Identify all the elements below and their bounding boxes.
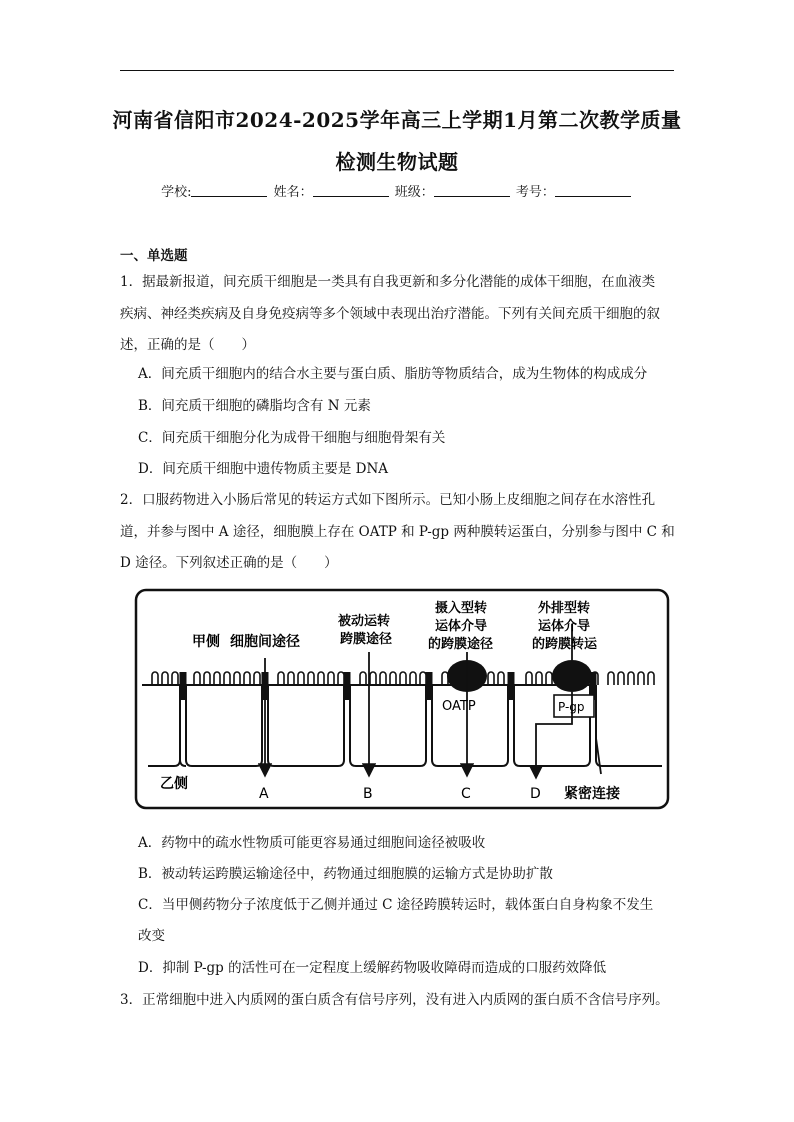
route-c-label-2: 运体介导 <box>435 619 488 634</box>
route-b-label-1: 被动运转 <box>338 614 391 629</box>
q1-stem-line: 述，正确的是（ ） <box>120 337 255 353</box>
route-a-label: 细胞间途径 <box>230 634 300 650</box>
q2-option-c: C．当甲侧药物分子浓度低于乙侧并通过 C 途径跨膜转运时，载体蛋白自身构象不发生 <box>138 897 654 913</box>
section-heading: 一、单选题 <box>120 248 188 264</box>
name-blank[interactable] <box>313 184 389 197</box>
q1-stem-line: 1．据最新报道，间充质干细胞是一类具有自我更新和多分化潜能的成体干细胞，在血液类 <box>120 274 656 290</box>
route-d-label-3: 的跨膜转运 <box>532 637 598 652</box>
route-letter-a: A <box>259 786 269 802</box>
exam-number-label: 考号： <box>515 185 555 200</box>
route-c-label-1: 摄入型转 <box>435 601 488 616</box>
page-title-line2: 检测生物试题 <box>335 150 459 174</box>
q1-option-c: C．间充质干细胞分化为成骨干细胞与细胞骨架有关 <box>138 430 446 446</box>
pgp-transporter <box>552 660 592 692</box>
top-rule <box>120 70 674 71</box>
student-info-row <box>0 181 794 200</box>
route-d-label-1: 外排型转 <box>538 601 591 616</box>
q2-stem-line: D 途径。下列叙述正确的是（ ） <box>120 555 338 571</box>
school-blank[interactable] <box>191 184 267 197</box>
name-label: 姓名： <box>273 185 313 200</box>
route-d-label-2: 运体介导 <box>538 619 591 634</box>
q2-option-c-continued: 改变 <box>138 928 165 944</box>
q1-option-d: D．间充质干细胞中遗传物质主要是 DNA <box>138 461 389 477</box>
route-letter-b: B <box>363 786 373 802</box>
q3-stem-line: 3．正常细胞中进入内质网的蛋白质含有信号序列，没有进入内质网的蛋白质不含信号序列。 <box>120 992 669 1008</box>
tight-junction-label: 紧密连接 <box>564 786 620 802</box>
q2-stem-line: 2．口服药物进入小肠后常见的转运方式如下图所示。已知小肠上皮细胞之间存在水溶性孔 <box>120 492 656 508</box>
exam-number-blank[interactable] <box>555 184 631 197</box>
side-bottom-label: 乙侧 <box>160 776 188 792</box>
pgp-label: P-gp <box>558 700 585 714</box>
class-blank[interactable] <box>434 184 510 197</box>
q2-option-b: B．被动转运跨膜运输途径中，药物通过细胞膜的运输方式是协助扩散 <box>138 866 553 882</box>
side-top-label: 甲侧 <box>192 634 220 650</box>
school-label: 学校: <box>161 185 192 200</box>
route-letter-c: C <box>461 786 471 802</box>
q2-option-d: D．抑制 P-gp 的活性可在一定程度上缓解药物吸收障碍而造成的口服药效降低 <box>138 960 607 976</box>
route-letter-d: D <box>530 786 541 802</box>
q1-option-a: A．间充质干细胞内的结合水主要与蛋白质、脂肪等物质结合，成为生物体的构成成分 <box>138 366 648 382</box>
route-c-label-3: 的跨膜途径 <box>428 637 494 652</box>
page-title-line1: 河南省信阳市2024-2025学年高三上学期1月第二次教学质量 <box>112 108 682 132</box>
q2-stem-line: 道，并参与图中 A 途径，细胞膜上存在 OATP 和 P-gp 两种膜转运蛋白，分别参与图中 C 和 <box>120 524 675 540</box>
route-b-label-2: 跨膜途径 <box>340 632 393 647</box>
q1-option-b: B．间充质干细胞的磷脂均含有 N 元素 <box>138 398 371 414</box>
class-label: 班级： <box>394 185 434 200</box>
drug-transport-diagram <box>134 588 670 810</box>
q2-option-a: A．药物中的疏水性物质可能更容易通过细胞间途径被吸收 <box>138 835 486 851</box>
q1-stem-line: 疾病、神经类疾病及自身免疫病等多个领域中表现出治疗潜能。下列有关间充质干细胞的叙 <box>120 306 660 322</box>
oatp-label: OATP <box>442 699 476 714</box>
